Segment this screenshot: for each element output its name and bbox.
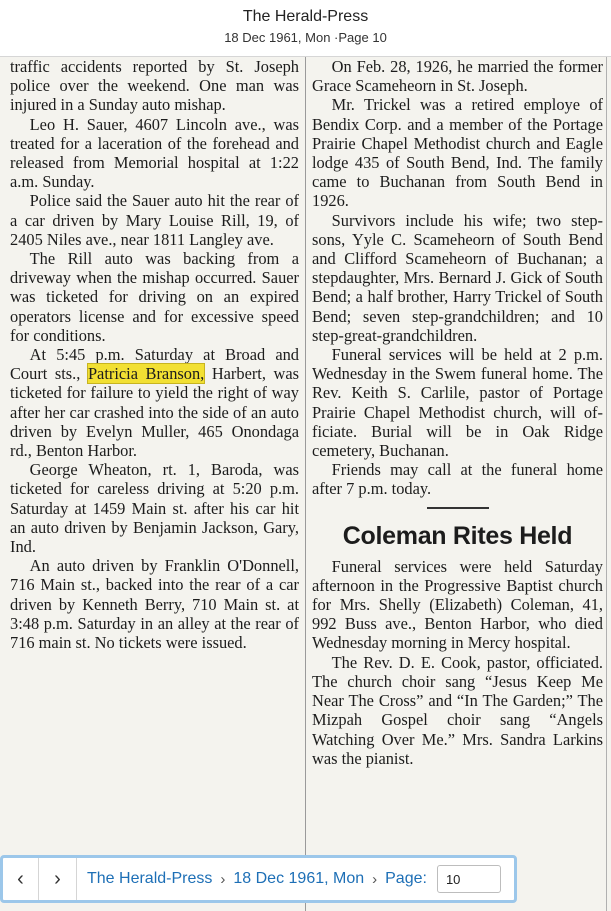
- paragraph: George Wheaton, rt. 1, Baroda, was ticketed for careless driving at 5:20 p.m. Saturday at 1459 Main st. after his car hit an auto driven by Benjamin Jackson, Gary, Ind.: [10, 460, 299, 557]
- article-headline: Coleman Rites Held: [342, 521, 573, 550]
- page-header: [0, 0, 611, 57]
- next-page-button[interactable]: [39, 858, 77, 900]
- paragraph: Mr. Trickel was a retired employe of Bendix Corp. and a member of the Portage Prairie Chapel Methodist church and Eagle lodge 435 of South Bend, Ind. The family came to Buchanan from South Bend in 1926.: [312, 95, 603, 211]
- paragraph: traffic accidents reported by St. Joseph police over the weekend. One man was injured in a Sunday auto mishap.: [10, 57, 299, 115]
- paragraph: Funeral services were held Saturday afternoon in the Progressive Baptist church for Mrs. Shelly (Elizabeth) Coleman, 41, 992 Buss ave., Benton Harbor, who died Wednesday morning in Mercy hospital.: [312, 556, 603, 653]
- text-before-highlight: At 5:45 p.m. Saturday at Broad and Court sts.,: [10, 345, 299, 384]
- text-after-highlight: Harbert, was ticketed for failure to yield the right of way after her car crashed into the side of an auto driven by Evelyn Muller, 465 Onondaga rd., Benton Harbor.: [10, 364, 299, 461]
- highlighted-name[interactable]: Patricia Branson,: [87, 364, 205, 384]
- left-column: [10, 57, 299, 652]
- paragraph: Friends may call at the funeral home after 7 p.m. today.: [312, 460, 603, 499]
- breadcrumb-date-link[interactable]: 18 Dec 1961, Mon: [233, 870, 365, 887]
- breadcrumb-publication-link[interactable]: The Herald-Press: [87, 870, 213, 887]
- right-column: [312, 57, 603, 768]
- page-number-input[interactable]: [437, 865, 501, 893]
- breadcrumb-separator-icon: ›: [220, 870, 226, 888]
- paragraph: The Rill auto was backing from a driveway when the mishap occurred. Sauer was ticketed for driving on an expired operators license and for excessive speed for conditions.: [10, 249, 299, 345]
- breadcrumb-separator-icon: ›: [372, 870, 378, 888]
- chevron-right-icon: ›: [54, 867, 61, 890]
- page-label: Page:: [385, 870, 427, 887]
- paragraph: On Feb. 28, 1926, he married the former Grace Scameheorn in St. Joseph.: [312, 57, 603, 96]
- paragraph: Leo H. Sauer, 4607 Lincoln ave., was treated for a laceration of the forehead and released from Memorial hospital at 1:22 a.m. Sunday.: [10, 114, 299, 192]
- page-navigation-bar: [0, 855, 517, 903]
- paragraph: Funeral services will be held at 2 p.m. Wednesday in the Swem funeral home. The Rev. Keith S. Carlile, pastor of Portage Prairie Chapel Methodist church, will officiate. Burial will be in Oak Ridge cemetery, Buchanan.: [312, 345, 603, 461]
- chevron-left-icon: ‹: [17, 867, 24, 890]
- article-separator: [427, 507, 489, 509]
- publication-title: The Herald-Press: [242, 8, 369, 25]
- paragraph: The Rev. D. E. Cook, pastor, officiated. The church choir sang “Jesus Keep Me Near The Cross” and “In The Garden;” The Mizpah Gospel choir sang “Angels Watching Over Me.” Mrs. Sandra Larkins was the pianist.: [312, 652, 603, 768]
- breadcrumb: [87, 865, 501, 893]
- publication-date-page: 18 Dec 1961, Mon ·Page 10: [224, 30, 387, 45]
- paragraph: Survivors include his wife; two step-sons, Yyle C. Scameheorn of South Bend and Clifford Scameheorn of Buchanan; a stepdaughter, Mrs. Bernard J. Gick of South Bend; a half brother, Harry Trickel of South Bend; seven step-grandchildren; and 10 step-great-grandchildren.: [312, 210, 603, 345]
- previous-page-button[interactable]: [3, 858, 39, 900]
- paragraph-with-highlight: [10, 345, 299, 460]
- column-divider: [305, 57, 306, 911]
- page-edge-rule: [606, 57, 607, 911]
- paragraph: Police said the Sauer auto hit the rear of a car driven by Mary Louise Rill, 19, of 2405 Niles ave., near 1811 Langley ave.: [10, 191, 299, 249]
- newspaper-page-image[interactable]: [0, 57, 611, 911]
- paragraph: An auto driven by Franklin O'Donnell, 716 Main st., backed into the rear of a car driven by Kenneth Berry, 710 Main st. at 3:48 p.m. Saturday in an alley at the rear of 716 main st. No tickets were issued.: [10, 556, 299, 653]
